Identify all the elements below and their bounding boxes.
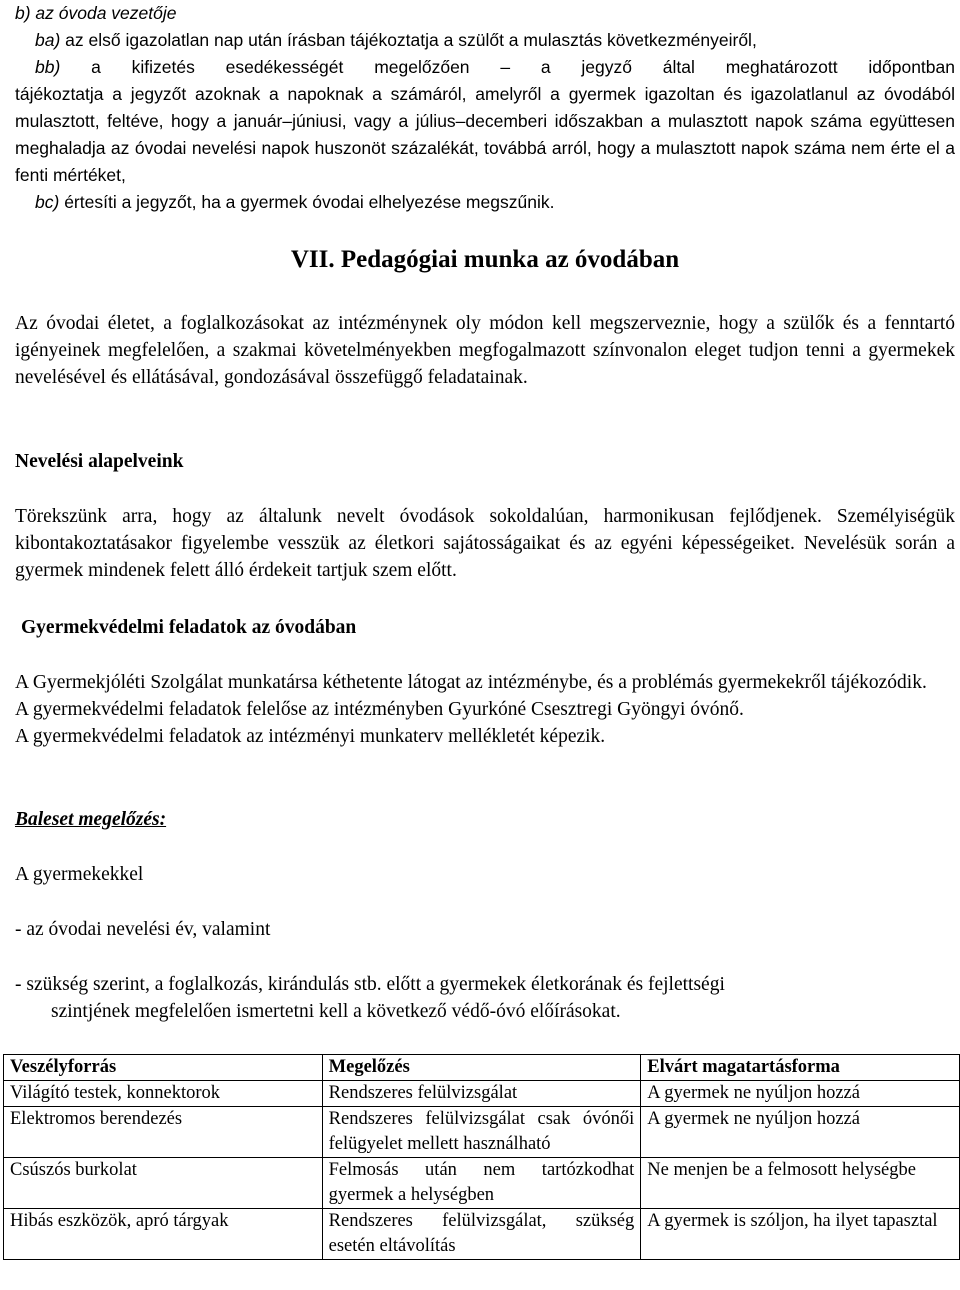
- table-cell: Rendszeres felülvizsgálat csak óvónői felügyelet mellett használható: [322, 1107, 641, 1158]
- table-cell: Ne menjen be a felmosott helységbe: [641, 1158, 960, 1209]
- table-header-row: [4, 1055, 960, 1081]
- principles-text: Törekszünk arra, hogy az általunk nevelt óvodások sokoldalúan, harmonikusan fejlődjenek. Személyiségük kibontakoztatásakor figyelembe vesszük az életkori sajátosságaikat és az egyéni képességeiket. Nevelésük során a gyermek mindenek felett álló érdekeit tartjuk szem előtt.: [15, 506, 955, 581]
- table-row: [4, 1107, 960, 1158]
- table-cell: Csúszós burkolat: [4, 1158, 323, 1209]
- accident-line3-first: - szükség szerint, a foglalkozás, kirándulás stb. előtt a gyermekek életkorának és fejlettségi: [15, 974, 725, 995]
- table-row: [4, 1081, 960, 1107]
- accident-line1: A gyermekekkel: [15, 864, 144, 885]
- table-row: [4, 1209, 960, 1260]
- bb-item-rest: tájékoztatja a jegyzőt azoknak a napoknak a számáról, amelyről a gyermek igazoltan és igazolatlanul az óvodából mulasztott, feltéve, hogy a január–júniusi, vagy a július–decemberi időszakban a mulasztott napok száma együttesen meghaladja az óvodai nevelési napok huszonöt százalékát, továbbá arról, hogy a mulasztott napok száma nem érte el a fenti mértéket,: [15, 84, 955, 185]
- child-protection-heading: Gyermekvédelmi feladatok az óvodában: [21, 617, 357, 638]
- table-cell: A gyermek ne nyúljon hozzá: [641, 1107, 960, 1158]
- accident-line3-rest: szintjének megfelelően ismertetni kell a következő védő-óvó előírásokat.: [51, 1001, 621, 1022]
- principles-heading: Nevelési alapelveink: [15, 451, 184, 472]
- table-cell: A gyermek is szóljon, ha ilyet tapasztal: [641, 1209, 960, 1260]
- child-protection-p2: A gyermekvédelmi feladatok felelőse az intézményben Gyurkóné Csesztregi Gyöngyi óvónő.: [15, 699, 744, 720]
- child-protection-p3: A gyermekvédelmi feladatok az intézményi munkaterv mellékletét képezik.: [15, 726, 606, 747]
- intro-block: [15, 0, 955, 216]
- section-paragraph: Az óvodai életet, a foglalkozásokat az intézménynek oly módon kell megszerveznie, hogy a szülők és a fenntartó igényeinek megfelelően, a szakmai követelményekben megfogalmazott színvonalon eleget tudjon tenni a gyermekek nevelésével és ellátásával, gondozásával összefüggő feladatainak.: [15, 313, 955, 388]
- bc-item: bc) értesíti a jegyzőt, ha a gyermek óvodai elhelyezése megszűnik.: [35, 192, 555, 212]
- table-cell: Világító testek, konnektorok: [4, 1081, 323, 1107]
- accident-heading: Baleset megelőzés:: [15, 809, 167, 830]
- accident-line3: [15, 971, 955, 1025]
- ba-item: ba) az első igazolatlan nap után írásban tájékoztatja a szülőt a mulasztás következményeiről,: [35, 30, 757, 50]
- accident-line2: - az óvodai nevelési év, valamint: [15, 919, 271, 940]
- table-cell: Elektromos berendezés: [4, 1107, 323, 1158]
- b-line: b) az óvoda vezetője: [15, 3, 177, 23]
- table-cell: A gyermek ne nyúljon hozzá: [641, 1081, 960, 1107]
- section-title: VII. Pedagógiai munka az óvodában: [290, 246, 680, 273]
- table-cell: Rendszeres felülvizsgálat: [322, 1081, 641, 1107]
- table-cell: Rendszeres felülvizsgálat, szükség esetén eltávolítás: [322, 1209, 641, 1260]
- header-hazard: Veszélyforrás: [4, 1055, 323, 1081]
- table-cell: Felmosás után nem tartózkodhat gyermek a helységben: [322, 1158, 641, 1209]
- header-prevention: Megelőzés: [322, 1055, 641, 1081]
- table-cell: Hibás eszközök, apró tárgyak: [4, 1209, 323, 1260]
- safety-table: [3, 1054, 960, 1260]
- bb-item-first: bb) a kifizetés esedékességét megelőzően – a jegyző által meghatározott időpontban: [35, 57, 955, 77]
- child-protection-body: [15, 669, 955, 750]
- child-protection-p1: A Gyermekjóléti Szolgálat munkatársa kéthetente látogat az intézménybe, és a problémás gyermekekről tájékozódik.: [15, 672, 927, 693]
- table-row: [4, 1158, 960, 1209]
- header-expected-behavior: Elvárt magatartásforma: [641, 1055, 960, 1081]
